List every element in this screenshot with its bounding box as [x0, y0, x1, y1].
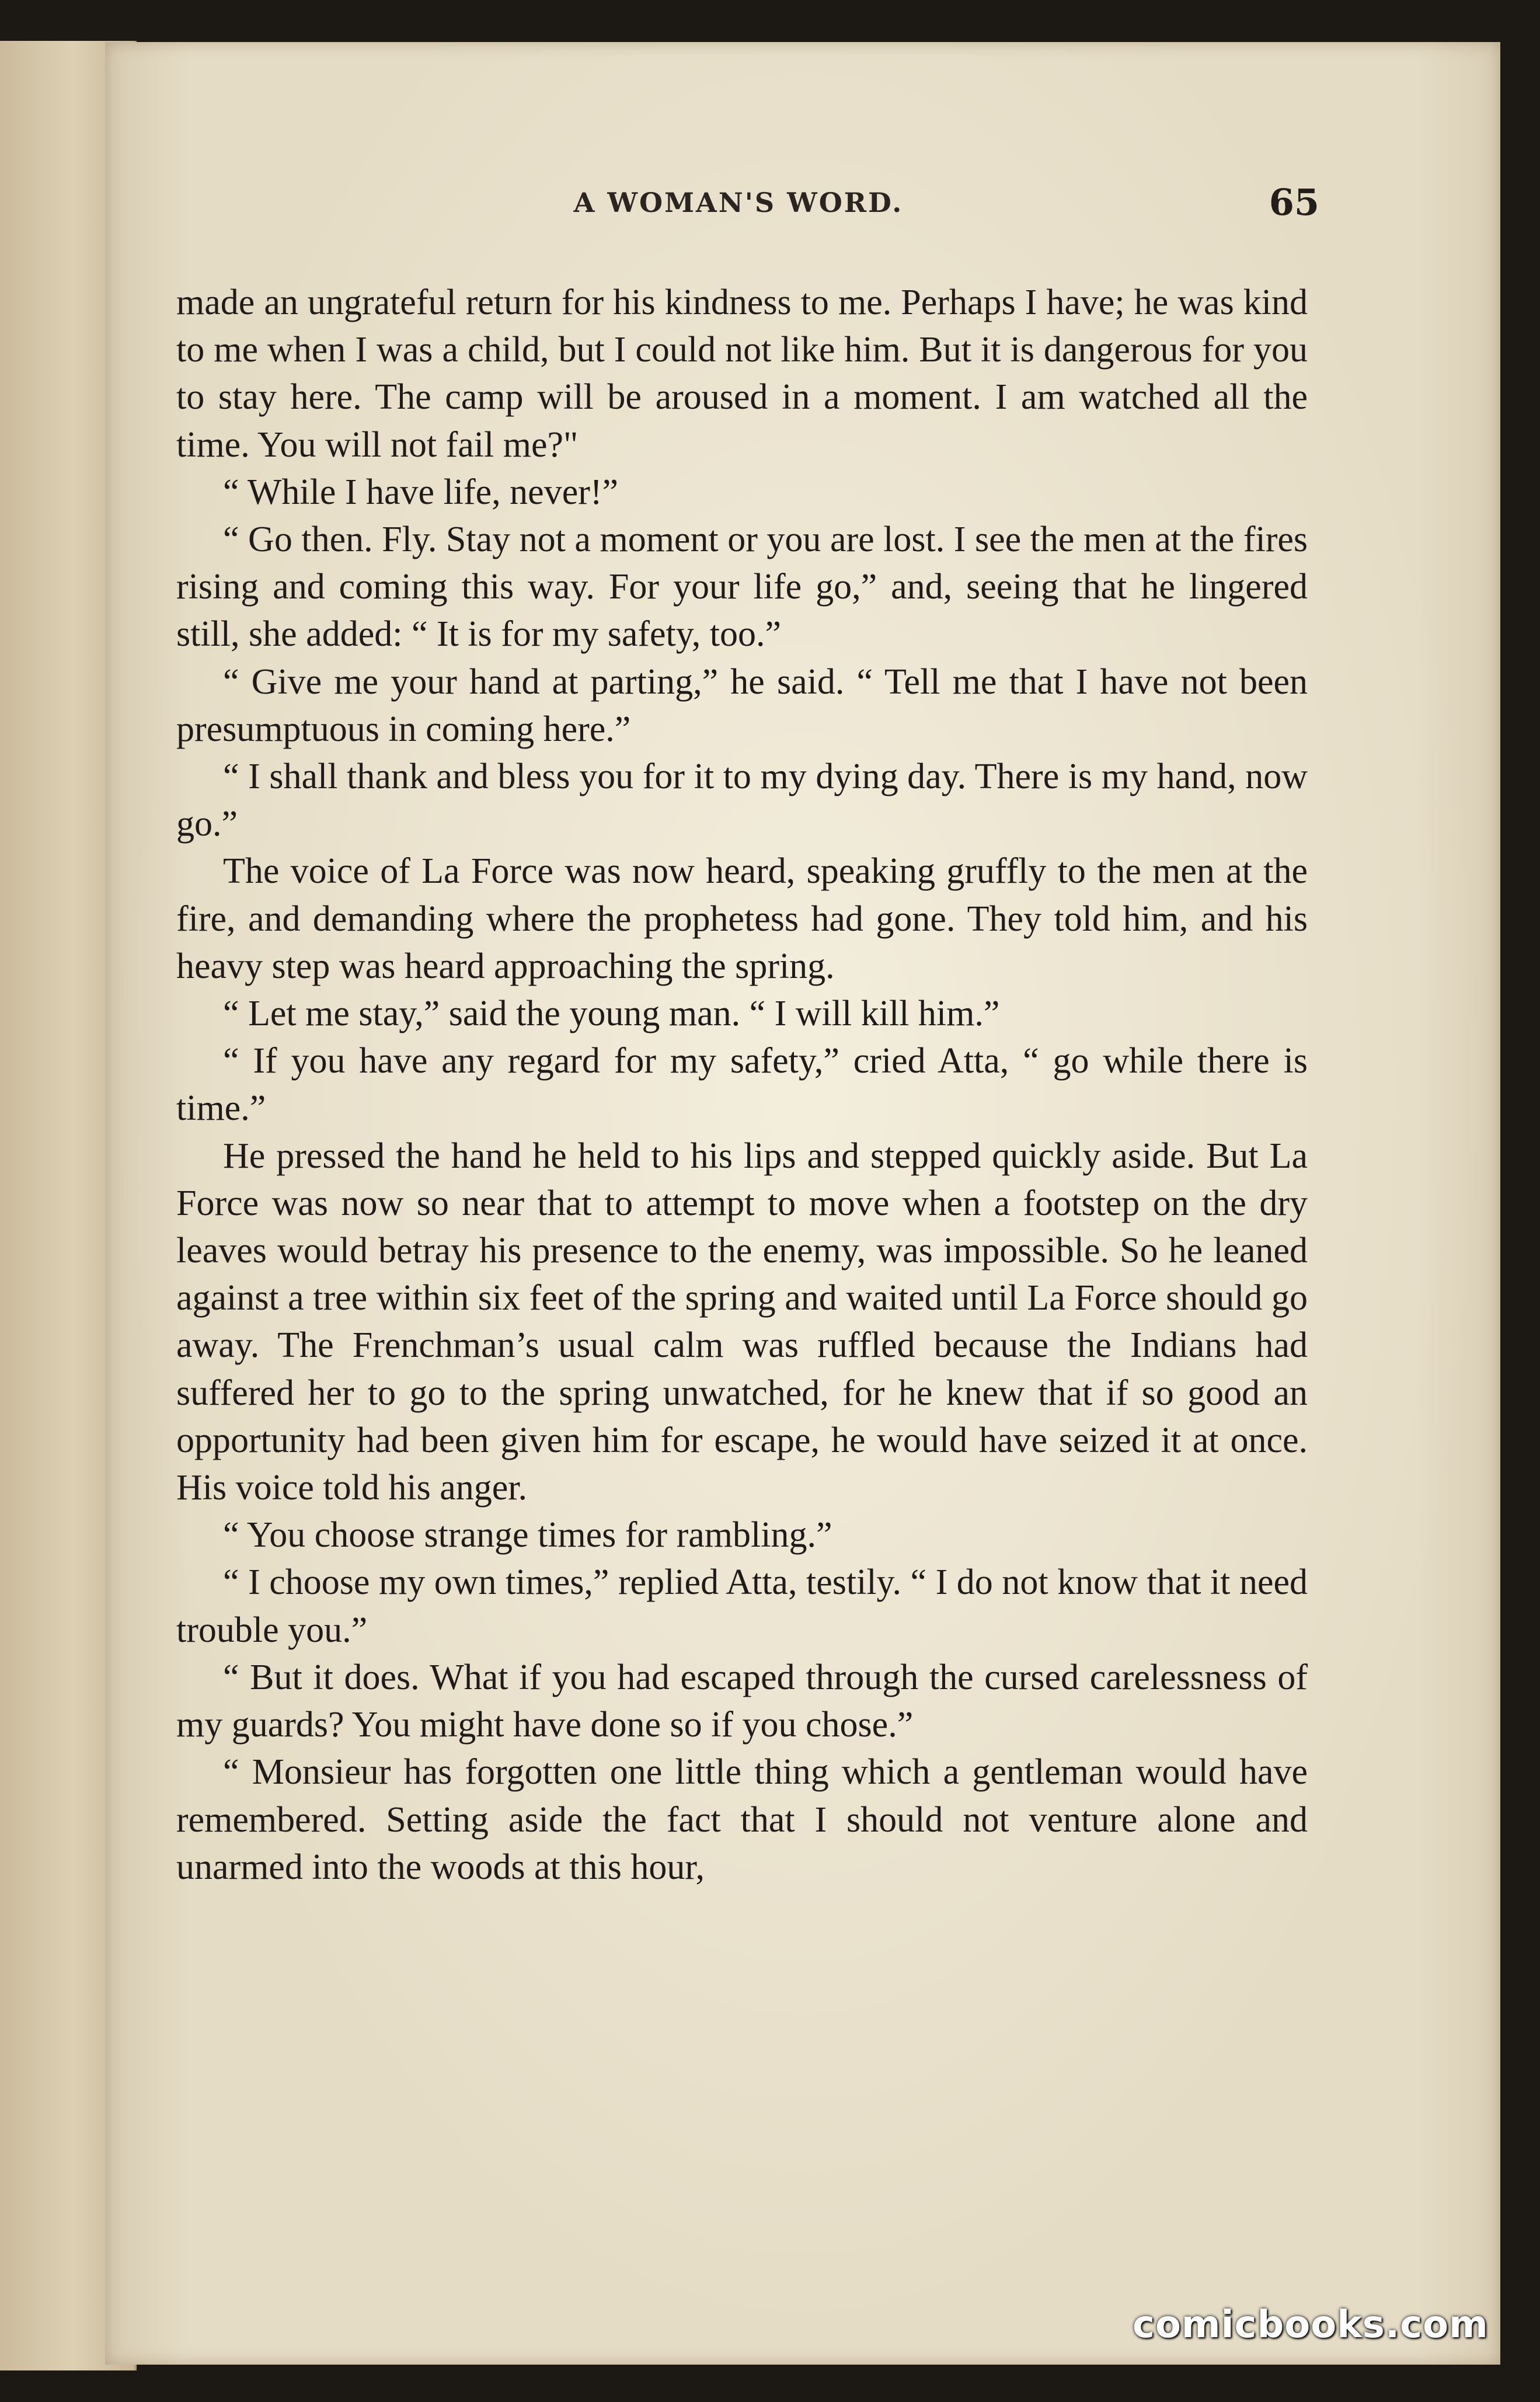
paragraph: “ If you have any regard for my safety,” cried Atta, “ go while there is time.”: [176, 1041, 1308, 1129]
paragraph: He pressed the hand he held to his lips and stepped quickly aside. But La Force was now so near that to attempt to move when a footstep on the dry leaves would betray his presence to the enemy, was impossible. So he leaned against a tree within six feet of the spring and waited until La Force should go away. The Frenchman’s usual calm was ruffled because the Indians had suffered her to go to the spring unwatched, for he knew that if so good an opportunity had been given him for escape, he would have seized it at once. His voice told his anger.: [176, 1136, 1308, 1508]
page-number: 65: [1269, 181, 1319, 224]
running-head: [0, 175, 1540, 228]
paragraph: “ Give me your hand at parting,” he said. “ Tell me that I have not been presumptuous in coming here.”: [176, 662, 1308, 749]
paragraph: “ Monsieur has forgotten one little thing which a gentleman would have remembered. Setting aside the fact that I should not venture alone and unarmed into the woods at this hour,: [176, 1752, 1308, 1887]
paragraph: “ But it does. What if you had escaped through the cursed carelessness of my guards? You might have done so if you chose.”: [176, 1657, 1308, 1745]
watermark: comicbooks.com: [1133, 2303, 1489, 2347]
running-title: A WOMAN'S WORD.: [573, 187, 904, 218]
body-text: [176, 279, 1308, 1891]
paragraph: “ While I have life, never!”: [223, 472, 619, 512]
paragraph: The voice of La Force was now heard, speaking gruffly to the men at the fire, and demanding where the prophetess had gone. They told him, and his heavy step was heard approaching the spring.: [176, 851, 1308, 986]
paragraph: “ I choose my own times,” replied Atta, testily. “ I do not know that it need trouble you.”: [176, 1562, 1308, 1650]
paragraph: “ I shall thank and bless you for it to my dying day. There is my hand, now go.”: [176, 757, 1308, 844]
paragraph: made an ungrateful return for his kindness to me. Perhaps I have; he was kind to me when I was a child, but I could not like him. But it is dangerous for you to stay here. The camp will be aroused in a moment. I am watched all the time. You will not fail me?": [176, 283, 1308, 465]
paragraph: “ You choose strange times for rambling.”: [223, 1515, 832, 1555]
paragraph: “ Let me stay,” said the young man. “ I will kill him.”: [223, 994, 1000, 1034]
paragraph: “ Go then. Fly. Stay not a moment or you are lost. I see the men at the fires rising and coming this way. For your life go,” and, seeing that he lingered still, she added: “ It is for my safety, too.”: [176, 520, 1308, 655]
